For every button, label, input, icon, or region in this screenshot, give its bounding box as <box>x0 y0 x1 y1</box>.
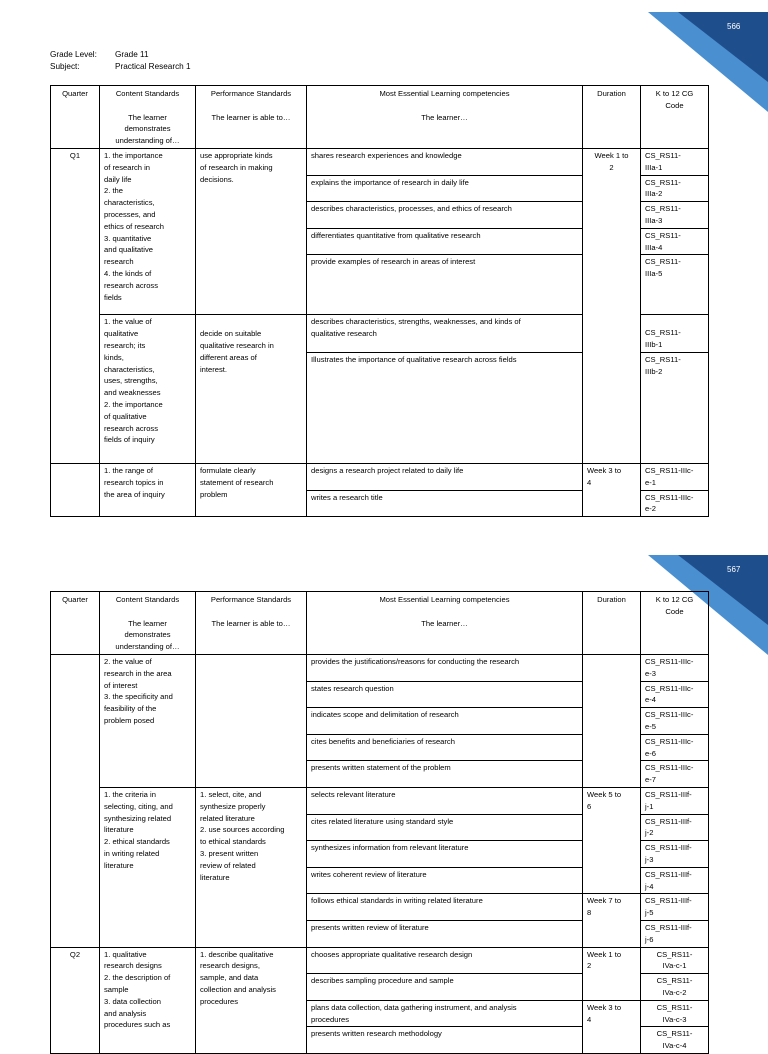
melc-cell: cites related literature using standard style <box>307 814 583 841</box>
quarter-cell: Q1 <box>51 149 100 464</box>
code-cell: CS_RS11-IIIc- e-6 <box>641 734 709 761</box>
melc-cell: cites benefits and beneficiaries of research <box>307 734 583 761</box>
code-cell: CS_RS11-IIIf- j-1 <box>641 787 709 814</box>
code-cell: CS_RS11- IVa-c-2 <box>641 974 709 1001</box>
code-cell: CS_RS11-IIIf- j-4 <box>641 867 709 894</box>
table-row <box>51 787 709 814</box>
table-row <box>51 655 709 682</box>
melc-cell: follows ethical standards in writing related literature <box>307 894 583 921</box>
code-cell: CS_RS11- IVa-c-4 <box>641 1027 709 1054</box>
melc-cell: presents written review of literature <box>307 920 583 947</box>
code-cell: CS_RS11-IIIc- e-4 <box>641 681 709 708</box>
header-melc: Most Essential Learning competencies The learner… <box>307 86 583 149</box>
duration-cell: Week 1 to 2 <box>583 149 641 464</box>
header-content-standards: Content Standards The learner demonstrates understanding of… <box>100 592 196 655</box>
performance-standard-cell: use appropriate kinds of research in making decisions. <box>196 149 307 315</box>
curriculum-table <box>50 85 709 517</box>
performance-standard-cell: 1. describe qualitative research designs, sample, and data collection and analysis procedures <box>196 947 307 1053</box>
header-code: K to 12 CG Code <box>641 592 709 655</box>
code-cell: CS_RS11-IIIc- e-5 <box>641 708 709 735</box>
melc-cell: presents written statement of the problem <box>307 761 583 788</box>
content-standard-cell: 1. the value of qualitative research; its kinds, characteristics, uses, strengths, and weaknesses 2. the importance of qualitative research across fields of inquiry <box>100 315 196 464</box>
grade-level <box>50 49 149 60</box>
melc-cell: designs a research project related to daily life <box>307 463 583 490</box>
curriculum-table <box>50 591 709 1054</box>
code-cell: CS_RS11-IIIc- e-1 <box>641 463 709 490</box>
quarter-cell <box>51 655 100 948</box>
code-cell: CS_RS11- IIIa-3 <box>641 202 709 229</box>
code-cell: CS_RS11- IIIa-1 <box>641 149 709 176</box>
melc-cell: indicates scope and delimitation of research <box>307 708 583 735</box>
grade-level-label: Grade Level: <box>50 50 97 59</box>
header-quarter: Quarter <box>51 86 100 149</box>
melc-cell: selects relevant literature <box>307 787 583 814</box>
duration-cell: Week 7 to 8 <box>583 894 641 947</box>
code-cell: CS_RS11-IIIf- j-2 <box>641 814 709 841</box>
duration-cell: Week 5 to 6 <box>583 787 641 893</box>
code-cell: CS_RS11-IIIf- j-5 <box>641 894 709 921</box>
duration-cell: Week 1 to 2 <box>583 947 641 1000</box>
content-standard-cell: 1. qualitative research designs 2. the description of sample 3. data collection and analysis procedures such as <box>100 947 196 1053</box>
performance-standard-cell: 1. select, cite, and synthesize properly related literature 2. use sources according to ethical standards 3. present written review of related literature <box>196 787 307 947</box>
melc-cell: describes characteristics, strengths, weaknesses, and kinds of qualitative research <box>307 315 583 353</box>
code-cell: CS_RS11-IIIc- e-7 <box>641 761 709 788</box>
code-cell: CS_RS11- IIIa-4 <box>641 228 709 255</box>
melc-cell: explains the importance of research in daily life <box>307 175 583 202</box>
code-cell: CS_RS11- IIIa-2 <box>641 175 709 202</box>
duration-cell: Week 3 to 4 <box>583 463 641 516</box>
melc-cell: provides the justifications/reasons for conducting the research <box>307 655 583 682</box>
melc-cell: chooses appropriate qualitative research design <box>307 947 583 974</box>
subject-label: Subject: <box>50 62 80 71</box>
duration-cell <box>583 655 641 788</box>
code-cell: CS_RS11-IIIf- j-6 <box>641 920 709 947</box>
melc-cell: presents written research methodology <box>307 1027 583 1054</box>
content-standard-cell: 1. the range of research topics in the area of inquiry <box>100 463 196 516</box>
table-row <box>51 463 709 490</box>
code-cell: CS_RS11-IIIf- j-3 <box>641 841 709 868</box>
melc-cell: describes characteristics, processes, and ethics of research <box>307 202 583 229</box>
melc-cell: writes coherent review of literature <box>307 867 583 894</box>
subject-value: Practical Research 1 <box>115 62 191 71</box>
quarter-cell <box>51 463 100 516</box>
performance-standard-cell <box>196 655 307 788</box>
header-code: K to 12 CG Code <box>641 86 709 149</box>
code-cell: CS_RS11-IIIc- e-2 <box>641 490 709 517</box>
table-row <box>51 149 709 176</box>
page-566 <box>0 0 768 512</box>
table-row <box>51 947 709 974</box>
code-cell: CS_RS11- IIIa-5 <box>641 255 709 315</box>
code-cell: CS_RS11- IIIb-2 <box>641 352 709 463</box>
melc-cell: states research question <box>307 681 583 708</box>
content-standard-cell: 1. the criteria in selecting, citing, and synthesizing related literature 2. ethical standards in writing related literature <box>100 787 196 947</box>
header-content-standards: Content Standards The learner demonstrates understanding of… <box>100 86 196 149</box>
performance-standard-cell: formulate clearly statement of research problem <box>196 463 307 516</box>
content-standard-cell: 1. the importance of research in daily life 2. the characteristics, processes, and ethics of research 3. quantitative and qualitative research 4. the kinds of research across fields <box>100 149 196 315</box>
header-quarter: Quarter <box>51 592 100 655</box>
performance-standard-cell: decide on suitable qualitative research in different areas of interest. <box>196 315 307 464</box>
melc-cell: synthesizes information from relevant literature <box>307 841 583 868</box>
header-melc: Most Essential Learning competencies The learner… <box>307 592 583 655</box>
subject <box>50 61 191 72</box>
header-performance-standards: Performance Standards The learner is able to… <box>196 592 307 655</box>
melc-cell: Illustrates the importance of qualitative research across fields <box>307 352 583 463</box>
melc-cell: describes sampling procedure and sample <box>307 974 583 1001</box>
melc-cell: plans data collection, data gathering instrument, and analysis procedures <box>307 1000 583 1027</box>
page-567 <box>0 512 768 1051</box>
code-cell: CS_RS11- IVa-c-3 <box>641 1000 709 1027</box>
melc-cell: provide examples of research in areas of interest <box>307 255 583 315</box>
duration-cell: Week 3 to 4 <box>583 1000 641 1053</box>
grade-level-value: Grade 11 <box>115 50 149 59</box>
header-duration: Duration <box>583 592 641 655</box>
code-cell: CS_RS11- IIIb-1 <box>641 315 709 353</box>
melc-cell: shares research experiences and knowledge <box>307 149 583 176</box>
quarter-cell: Q2 <box>51 947 100 1053</box>
melc-cell: differentiates quantitative from qualitative research <box>307 228 583 255</box>
page-number: 566 <box>727 22 741 31</box>
melc-cell: writes a research title <box>307 490 583 517</box>
code-cell: CS_RS11-IIIc- e-3 <box>641 655 709 682</box>
header-performance-standards: Performance Standards The learner is able to… <box>196 86 307 149</box>
header-duration: Duration <box>583 86 641 149</box>
code-cell: CS_RS11- IVa-c-1 <box>641 947 709 974</box>
page-number: 567 <box>727 565 741 574</box>
content-standard-cell: 2. the value of research in the area of interest 3. the specificity and feasibility of the problem posed <box>100 655 196 788</box>
